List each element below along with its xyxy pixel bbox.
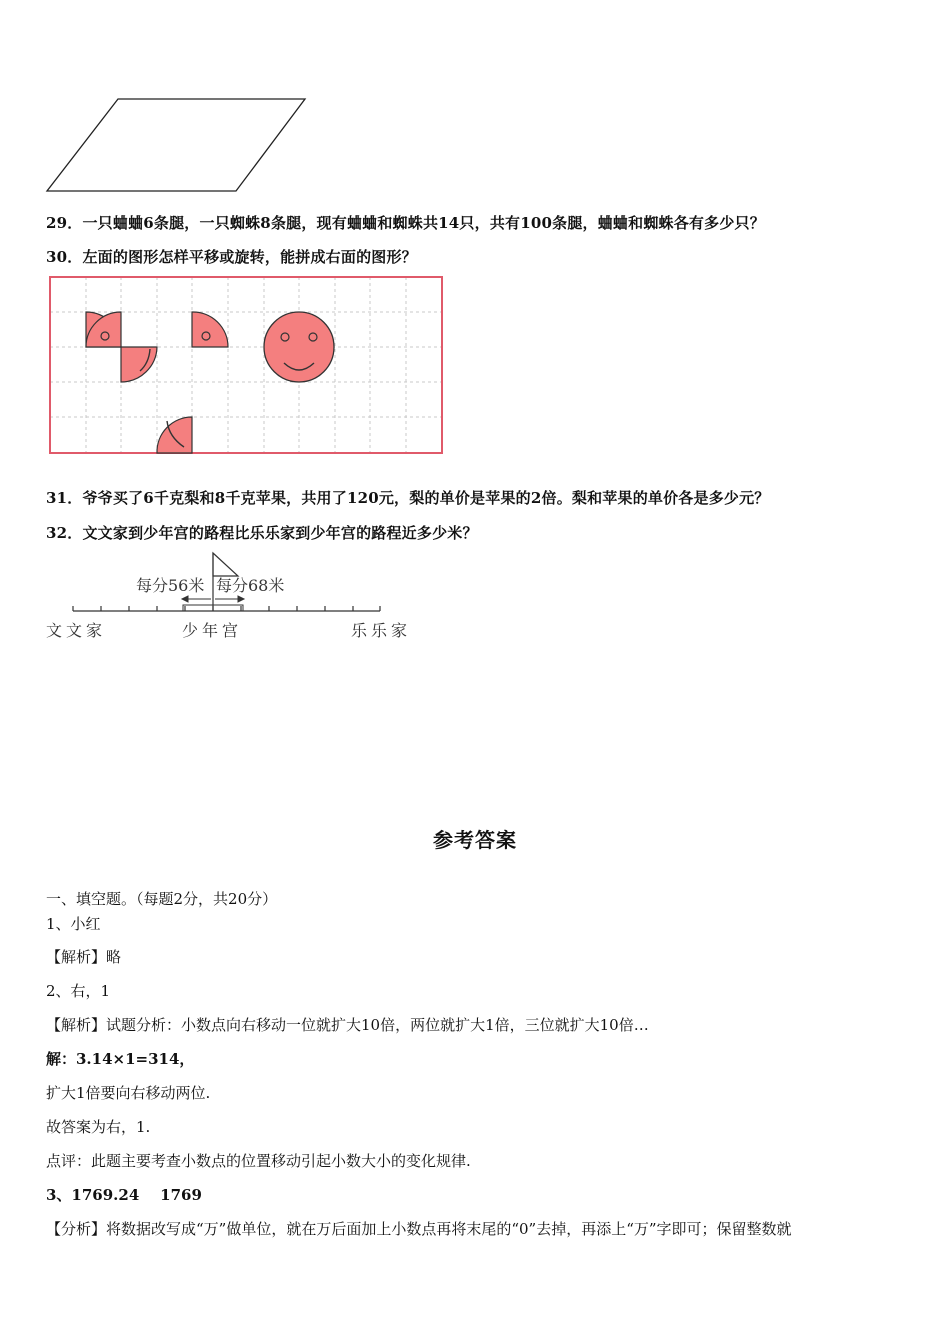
piece-mouth-left bbox=[157, 417, 192, 453]
question-29: 29．一只蛐蛐6条腿，一只蜘蛛8条腿，现有蛐蛐和蜘蛛共14只，共有100条腿，蛐蛐和蜘蛛各有多少只？ bbox=[46, 214, 765, 232]
place-lele-home: 乐乐家 bbox=[351, 621, 412, 640]
grid-dashed-lines bbox=[50, 277, 442, 453]
answer-2-solution: 解：3.14×1=314， bbox=[46, 1050, 195, 1068]
answer-2-step: 扩大1倍要向右移动两位. bbox=[46, 1084, 211, 1102]
answers-title: 参考答案 bbox=[433, 828, 517, 852]
speed-left-label: 每分56米 bbox=[136, 576, 205, 595]
question-31: 31．爷爷买了6千克梨和8千克苹果，共用了120元，梨的单价是苹果的2倍。梨和苹果的单价各是多少元？ bbox=[46, 489, 770, 507]
q32-route-diagram bbox=[40, 548, 420, 648]
piece-right-eye bbox=[192, 312, 228, 347]
grid-border bbox=[50, 277, 442, 453]
q30-grid-figure bbox=[48, 275, 446, 457]
speed-right-label: 每分68米 bbox=[216, 576, 285, 595]
piece-left-eye bbox=[86, 312, 121, 347]
answer-1: 1、小红 bbox=[46, 915, 101, 933]
answer-2-conclusion: 故答案为右，1. bbox=[46, 1118, 151, 1136]
number-line bbox=[73, 606, 380, 611]
answer-1-analysis: 【解析】略 bbox=[46, 948, 122, 966]
answer-2-comment: 点评：此题主要考查小数点的位置移动引起小数大小的变化规律. bbox=[46, 1152, 471, 1170]
smiley-face-target bbox=[264, 312, 334, 382]
parallelogram-figure bbox=[40, 90, 320, 200]
question-32: 32．文文家到少年宫的路程比乐乐家到少年宫的路程近多少米？ bbox=[46, 524, 478, 542]
question-30: 30．左面的图形怎样平移或旋转，能拼成右面的图形？ bbox=[46, 248, 417, 266]
section-1-heading: 一、填空题。（每题2分，共20分） bbox=[46, 890, 278, 908]
answer-2-analysis: 【解析】试题分析：小数点向右移动一位就扩大10倍，两位就扩大1倍，三位就扩大10倍… bbox=[46, 1016, 649, 1034]
place-youth-palace: 少年宫 bbox=[182, 621, 243, 640]
answer-3-analysis: 【分析】将数据改写成“万”做单位，就在万后面加上小数点再将末尾的“0”去掉，再添上“万”字即可；保留整数就 bbox=[46, 1220, 792, 1238]
piece-mouth-right bbox=[121, 347, 157, 382]
place-wenwen-home: 文文家 bbox=[46, 621, 107, 640]
parallelogram-shape bbox=[47, 99, 305, 191]
answer-3: 3、1769.24 1769 bbox=[46, 1186, 202, 1204]
answer-2: 2、右，1 bbox=[46, 982, 111, 1000]
